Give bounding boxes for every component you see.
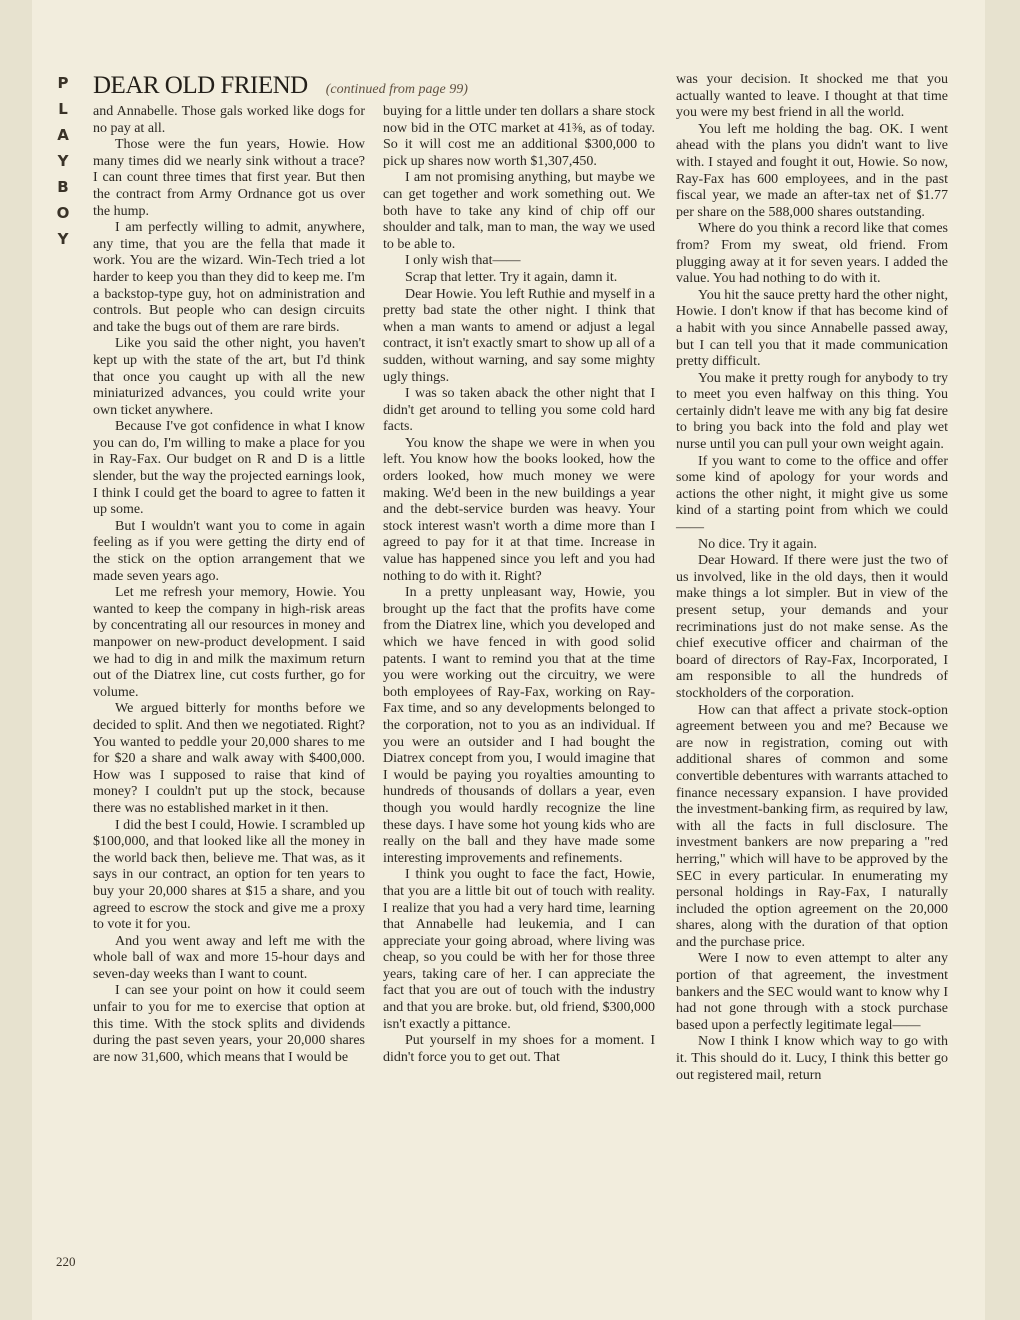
magazine-vertical-label — [48, 70, 78, 250]
label-letter: O — [56, 204, 70, 222]
paragraph: Where do you think a record like that comes from? From my sweat, old friend. From plugging away at it for seven years. I added the value. You had nothing to do with it. — [676, 221, 948, 287]
continued-note: (continued from page 99) — [325, 82, 468, 97]
paragraph: I can see your point on how it could seem unfair to you for me to exercise that option at this time. With the stock splits and dividends during the past seven years, your 20,000 shares are now 31,600, which means that I would be — [93, 983, 365, 1065]
paragraph: If you want to come to the office and offer some kind of apology for your words and actions the other night, it might give us some kind of a starting point from which we could—— — [676, 453, 948, 536]
paragraph: In a pretty unpleasant way, Howie, you brought up the fact that the profits have come from the Diatrex line, which you developed and which we have fenced in with good solid patents. I want to remind you that at the time you were working out the circuitry, we were both employees of Ray-Fax, working on Ray-Fax time, and so any developments belonged to the corporation, not to you as an individual. If you were an outsider and I had bought the Diatrex concept from you, I would imagine that I would be paying you royalties amounting to hundreds of thousands of dollars a year, even though you would hardly recognize the line these days. I have some hot young kids who are really on the ball and they have made some interesting improvements and refinements. — [383, 585, 655, 866]
paragraph: You left me holding the bag. OK. I went ahead with the plans you didn't want to live with. I stayed and fought it out, Howie. So now, Ray-Fax has 600 employees, and in the past fiscal year, we made an after-tax net of $1.77 per share on the 588,000 shares outstanding. — [676, 121, 948, 220]
paragraph: Because I've got confidence in what I know you can do, I'm willing to make a place for you in Ray-Fax. Our budget on R and D is a little slender, but the way the projected earnings look, I think I could get the board to agree to fatten it up some. — [93, 419, 365, 518]
paragraph: Scrap that letter. Try it again, damn it. — [405, 269, 618, 285]
label-letter: Y — [57, 152, 69, 170]
paragraph: Put yourself in my shoes for a moment. I didn't force you to get out. That — [383, 1033, 655, 1065]
paragraph: Like you said the other night, you haven't kept up with the state of the art, but I'd think that once you caught up with all the new miniaturized advances, you could write your own ticket anywhere. — [93, 336, 365, 418]
paragraph: I was so taken aback the other night that I didn't get around to telling you some cold hard facts. — [383, 386, 655, 435]
paragraph: Let me refresh your memory, Howie. You wanted to keep the company in high-risk areas by concentrating all our resources in money and manpower on new-product development. I said we had to dig in and milk the maximum return out of the Diatrex line, cut costs further, go for volume. — [93, 585, 365, 700]
paragraph: Dear Howie. You left Ruthie and myself in a pretty bad state the other night. I think that when a man wants to amend or adjust a legal contract, it isn't exactly smart to show up all of a sudden, without warning, and say some mighty ugly things. — [383, 286, 655, 385]
paragraph: buying for a little under ten dollars a share stock now bid in the OTC market at 41⅜, as of today. So it will cost me an additional $300,000 to pick up shares now worth $1,307,450. — [383, 104, 655, 169]
paragraph: You know the shape we were in when you left. You know how the books looked, how the orders looked, how much money we were making. We'd been in the new buildings a year and the debt-service burden was heavy. Your stock interest wasn't worth a dime more than I agreed to pay for it at that time. Increase in value has happened since you left and you had nothing to do with it. Right? — [383, 435, 655, 584]
paragraph: We argued bitterly for months before we decided to split. And then we negotiated. Right? You wanted to peddle your 20,000 shares to me for $20 a share and walk away with $400,000. How was I supposed to raise that kind of money? I couldn't put up the stock, because there was no established market in it then. — [93, 701, 365, 816]
text-column-2 — [383, 104, 655, 1066]
paragraph: How can that affect a private stock-option agreement between you and me? Because we are now in registration, coming out with additional shares of common and some convertible debentures with warrants attached to finance necessary expansion. I have provided the investment-banking firm, as required by law, with all the facts in full disclosure. The investment bankers are now preparing a "red herring," which will have to be approved by the SEC in every particular. In enumerating my personal holdings in Ray-Fax, I naturally included the option agreement on the 20,000 shares, along with the duration of that option and the purchase price. — [676, 702, 949, 950]
text-column-1 — [93, 104, 365, 1066]
paragraph: You hit the sauce pretty hard the other night, Howie. I don't know if that has become kind of a habit with you since Annabelle passed away, but I can tell you that it made communication pretty difficult. — [676, 287, 948, 370]
paragraph: I am not promising anything, but maybe we can get together and work something out. We both have to take any kind of chip off our shoulder and talk, man to man, the way we used to be able to. — [383, 170, 655, 252]
paragraph: I did the best I could, Howie. I scrambled up $100,000, and that looked like all the money in the world back then, believe me. That was, as it says in our contract, an option for ten years to buy your 20,000 shares at $15 a share, and you agreed to escrow the stock and give me a proxy to vote it for you. — [93, 817, 365, 933]
paragraph: I only wish that—— — [405, 253, 521, 269]
paragraph: I think you ought to face the fact, Howie, that you are a little bit out of touch with reality. I realize that you had a very hard time, learning that Annabelle had leukemia, and I can appreciate your going abroad, where living was cheap, so you could be with her for those three years, taking care of her. I can appreciate the fact that you are out of touch with the industry and that you are broke. but, old friend, $300,000 isn't exactly a pittance. — [383, 867, 655, 1032]
paragraph: Were I now to even attempt to alter any portion of that agreement, the investment bankers and the SEC would want to know why I had not gone through with a stock purchase based upon a perfectly legitimate legal—— — [676, 951, 948, 1033]
article-title: DEAR OLD FRIEND — [93, 72, 308, 99]
text-column-3 — [676, 72, 948, 1084]
article-heading — [93, 72, 653, 104]
paragraph: was your decision. It shocked me that you actually wanted to leave. I thought at that time you were my best friend in all the world. — [676, 72, 948, 121]
paragraph: No dice. Try it again. — [698, 536, 817, 552]
paragraph: You make it pretty rough for anybody to try to meet you even halfway on this thing. You certainly didn't leave me with any big fat desire to bring you back into the fold and play wet nurse until you can pull your own weight again. — [676, 370, 948, 453]
label-letter: L — [58, 100, 68, 118]
paragraph: Those were the fun years, Howie. How many times did we nearly sink without a trace? I can count three times that first year. But then the contract from Army Ordnance got us over the hump. — [93, 137, 365, 219]
label-letter: P — [57, 74, 69, 92]
label-letter: A — [57, 126, 69, 144]
paragraph: Dear Howard. If there were just the two of us involved, like in the old days, then it would make things a lot simpler. But in view of the present setup, your demands and your recriminations just do not make sense. As the chief executive officer and chairman of the board of directors of Ray-Fax, Incorporated, I am responsible to all the hundreds of stockholders of the corporation. — [676, 553, 948, 701]
paragraph: And you went away and left me with the whole ball of wax and more 15-hour days and seven-day weeks than I want to count. — [93, 933, 365, 982]
label-letter: B — [57, 178, 69, 196]
label-letter: Y — [57, 230, 69, 248]
page-number: 220 — [56, 1254, 76, 1269]
paragraph: I am perfectly willing to admit, anywhere, any time, that you are the fella that made it work. You are the wizard. Win-Tech tried a lot harder to keep you than they did to keep me. I'm a backstop-type guy, hot on administration and controls. But people who can design circuits and take the bugs out of them are rare birds. — [93, 220, 365, 335]
paragraph: and Annabelle. Those gals worked like dogs for no pay at all. — [93, 104, 365, 136]
paragraph: But I wouldn't want you to come in again feeling as if you were getting the dirty end of the stick on the option arrangement that we made seven years ago. — [93, 518, 365, 584]
paragraph: Now I think I know which way to go with it. This should do it. Lucy, I think this better go out registered mail, return — [676, 1034, 948, 1083]
